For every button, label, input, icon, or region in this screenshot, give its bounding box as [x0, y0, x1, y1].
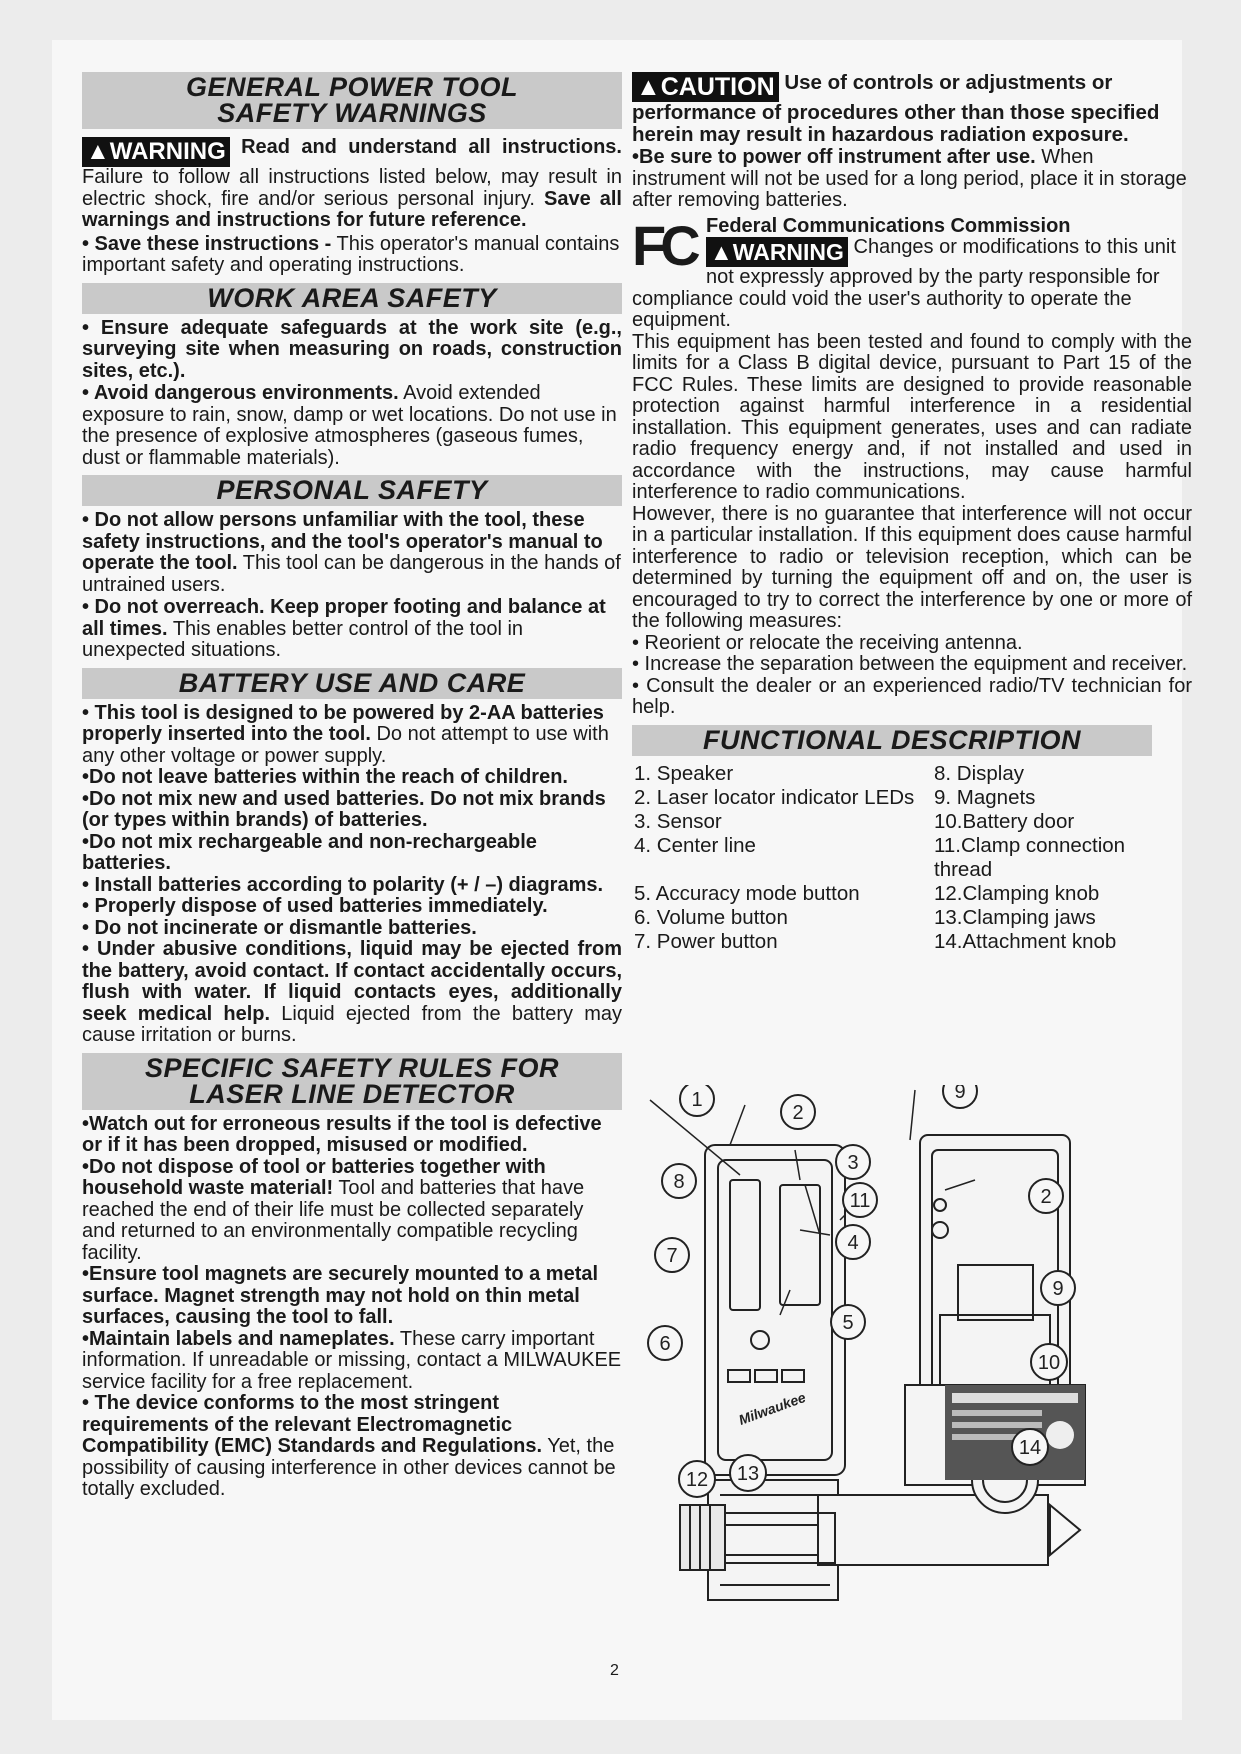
save-text: This operator's manual contains important safety and operating instructions. — [82, 232, 620, 276]
callout-3: 3 — [847, 1152, 859, 1174]
battery-item-8 — [82, 939, 622, 1047]
battery-item-1 — [82, 703, 622, 768]
caution-text: Use of controls or adjustments or performance of procedures other than those specified herein may result in hazardous radiation exposure. — [632, 71, 1160, 146]
callout-1: 1 — [691, 1089, 703, 1111]
callout-2: 2 — [792, 1102, 804, 1124]
battery-item-3: •Do not mix new and used batteries. Do not mix brands (or types within brands) of batteries. — [82, 787, 606, 831]
parts-list — [632, 762, 1192, 954]
caution-paragraph — [632, 72, 1192, 145]
part-8: 8. Display — [934, 761, 1025, 785]
work-area-header: WORK AREA SAFETY — [82, 283, 622, 314]
specific-item-3: •Ensure tool magnets are securely mounted to a metal surface. Magnet strength may not hold on thin metal surfaces, causing the tool to fall. — [82, 1263, 599, 1328]
personal1-text: This tool can be dangerous in the hands of untrained users. — [82, 552, 621, 596]
callout-7: 7 — [666, 1245, 678, 1267]
fcc-measure-1: • Reorient or relocate the receiving antenna. — [632, 631, 1023, 654]
specific-rules-header — [82, 1053, 622, 1110]
fcc-logo-icon: FC — [632, 213, 695, 277]
part-14: 14.Attachment knob — [934, 929, 1117, 953]
callout-11: 11 — [849, 1190, 871, 1212]
part-7: 7. Power button — [634, 929, 778, 953]
caution-badge: ▲CAUTION — [632, 72, 779, 102]
work-item-2 — [82, 383, 622, 469]
battery8-bold: • Under abusive conditions, liquid may be ejected from the battery, avoid contact. If contact accidentally occurs, flush with water. If liquid contacts eyes, additionally seek medical help. — [82, 938, 622, 1025]
specific-title-line2: LASER LINE DETECTOR — [189, 1078, 515, 1109]
specific5-bold: • The device conforms to the most stringent requirements of the relevant Electromagnetic Compatibility (EMC) Standards and Regulations. — [82, 1392, 543, 1457]
battery1-text: Do not attempt to use with any other voltage or power supply. — [82, 723, 609, 767]
callout-13: 13 — [736, 1463, 760, 1485]
personal-item-2 — [82, 597, 622, 662]
part-5: 5. Accuracy mode button — [634, 881, 860, 905]
callout-9: 9 — [954, 1085, 966, 1103]
part-10: 10.Battery door — [934, 809, 1075, 833]
part-4: 4. Center line — [634, 833, 756, 857]
save-bold: • Save these instructions - — [82, 232, 332, 255]
battery8-text: Liquid ejected from the battery may cause irritation or burns. — [82, 1002, 622, 1046]
general-title-line2: SAFETY WARNINGS — [217, 98, 487, 128]
part-13: 13.Clamping jaws — [934, 905, 1096, 929]
callout-4: 4 — [847, 1232, 859, 1254]
battery-item-4: •Do not mix rechargeable and non-rechargeable batteries. — [82, 830, 537, 874]
battery-item-5: • Install batteries according to polarity (+ / –) diagrams. — [82, 873, 604, 896]
fcc-title: Federal Communications Commission — [706, 214, 1071, 237]
general-title-line1: GENERAL POWER TOOL — [185, 72, 519, 102]
fcc-warning-text: Changes or modifications to this unit not expressly approved by the party responsible for compliance could void the user's authority to operate the equipment. — [632, 236, 1176, 331]
part-3: 3. Sensor — [634, 809, 722, 833]
personal2-bold: • Do not overreach. Keep proper footing and balance at all times. — [82, 596, 606, 640]
warning-badge: ▲WARNING — [82, 137, 230, 167]
part-9: 9. Magnets — [934, 785, 1036, 809]
personal-safety-header: PERSONAL SAFETY — [82, 475, 622, 506]
fcc-body-1: This equipment has been tested and found to comply with the limits for a Class B digital device, pursuant to Part 15 of the FCC Rules. These limits are designed to provide reasonable protection against harmful interference in a residential installation. This equipment generates, uses and can radiate radio frequency energy and, if not installed and used in accordance with the instructions, may cause harmful interference to radio communications. — [632, 330, 1192, 503]
fcc-warning-badge: ▲WARNING — [706, 237, 848, 267]
callout-10: 10 — [1037, 1352, 1061, 1374]
left-column — [82, 72, 622, 1501]
specific5-text: Yet, the possibility of causing interference in other devices cannot be totally excluded. — [82, 1435, 616, 1500]
specific-item-2 — [82, 1157, 622, 1265]
work2-text: Avoid extended exposure to rain, snow, damp or wet locations. Do not use in the presence of explosive atmospheres (gaseous fumes, dust or flammable materials). — [82, 382, 617, 469]
specific-title-line1: SPECIFIC SAFETY RULES FOR — [144, 1052, 560, 1083]
fcc-measure-3: • Consult the dealer or an experienced radio/TV technician for help. — [632, 674, 1192, 718]
save-instructions — [82, 234, 622, 277]
page-number: 2 — [610, 1662, 619, 1679]
callout-8: 8 — [673, 1171, 685, 1193]
callout-6: 6 — [659, 1333, 671, 1355]
part-12: 12.Clamping knob — [934, 881, 1100, 905]
part-11: 11.Clamp connection thread — [934, 833, 1126, 881]
specific-item-4 — [82, 1329, 622, 1394]
battery-item-2: •Do not leave batteries within the reach of children. — [82, 766, 568, 788]
specific2-text: Tool and batteries that have reached the end of their life must be collected separately and returned to an environmentally compatible recycling facility. — [82, 1177, 585, 1264]
work2-bold: • Avoid dangerous environments. — [82, 382, 399, 404]
gw-bold2: Save all warnings and instructions for future reference. — [82, 187, 622, 231]
part-2: 2. Laser locator indicator LEDs — [634, 785, 915, 809]
nameplate-label — [945, 1385, 1085, 1480]
battery-header: BATTERY USE AND CARE — [82, 668, 622, 699]
personal1-bold: • Do not allow persons unfamiliar with the tool, these safety instructions, and the tool's operator's manual to operate the tool. — [82, 509, 603, 574]
part-6: 6. Volume button — [634, 905, 788, 929]
gw-text: Failure to follow all instructions listed below, may result in electric shock, fire and/or serious personal injury. — [82, 166, 622, 210]
general-warning-paragraph — [82, 137, 622, 232]
specific-item-5 — [82, 1393, 622, 1501]
callout-14: 14 — [1018, 1437, 1042, 1459]
right-column — [632, 72, 1192, 954]
device-brand-logo: Milwaukee — [736, 1388, 808, 1428]
specific-item-1: •Watch out for erroneous results if the tool is defective or if it has been dropped, misused or modified. — [82, 1112, 602, 1156]
power-off-paragraph — [632, 147, 1192, 212]
fcc-warning-paragraph — [632, 237, 1192, 332]
specific4-bold: •Maintain labels and nameplates. — [82, 1327, 395, 1350]
power-off-bold: •Be sure to power off instrument after use. — [632, 146, 1036, 168]
battery-item-6: • Properly dispose of used batteries immediately. — [82, 895, 548, 917]
callout-5: 5 — [842, 1312, 854, 1334]
callout-2b: 2 — [1040, 1186, 1052, 1208]
power-off-text: When instrument will not be used for a long period, place it in storage after removing batteries. — [632, 146, 1187, 211]
specific2-bold: •Do not dispose of tool or batteries together with household waste material! — [82, 1155, 546, 1199]
functional-description-header: FUNCTIONAL DESCRIPTION — [632, 725, 1152, 756]
device-diagram — [640, 1085, 1160, 1615]
general-safety-header — [82, 72, 622, 129]
callout-12: 12 — [685, 1469, 709, 1491]
personal2-text: This enables better control of the tool in unexpected situations. — [82, 617, 524, 661]
work-item-1: • Ensure adequate safeguards at the work site (e.g., surveying site when measuring on roads, construction sites, etc.). — [82, 316, 622, 382]
gw-bold: Read and understand all instructions. — [241, 136, 622, 158]
callout-9b: 9 — [1052, 1278, 1064, 1300]
personal-item-1 — [82, 510, 622, 596]
battery1-bold: • This tool is designed to be powered by 2-AA batteries properly inserted into the tool. — [82, 701, 604, 745]
specific4-text: These carry important information. If unreadable or missing, contact a MILWAUKEE service facility for a free replacement. — [82, 1327, 622, 1393]
part-1: 1. Speaker — [634, 761, 734, 785]
fcc-body-2: However, there is no guarantee that interference will not occur in a particular installation. If this equipment does cause harmful interference to radio or television reception, which can be determined by turning the equipment off and on, the user is encouraged to try to correct the interference by one or more of the following measures: — [632, 502, 1192, 632]
fcc-block — [632, 213, 1192, 719]
battery-item-7: • Do not incinerate or dismantle batteries. — [82, 916, 477, 939]
fcc-measure-2: • Increase the separation between the equipment and receiver. — [632, 653, 1188, 675]
